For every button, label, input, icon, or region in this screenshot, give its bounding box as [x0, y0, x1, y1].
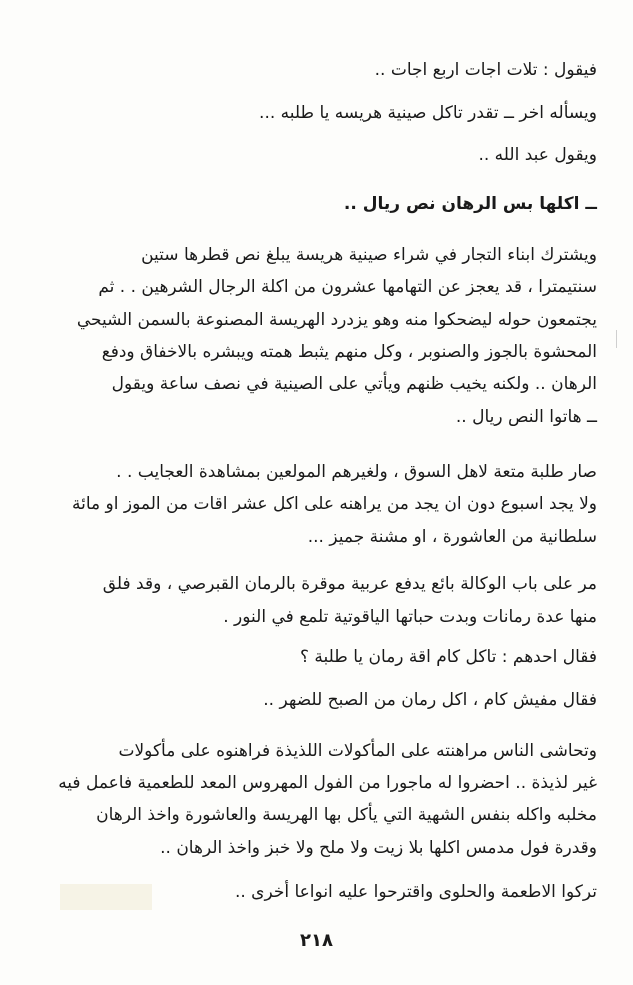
text-line: يجتمعون حوله ليضحكوا منه وهو يزدرد الهريسة المصنوعة بالسمن الشيحي	[76, 310, 597, 330]
text-line: وتحاشى الناس مراهنته على المأكولات اللذيذة فراهنوه على مأكولات	[118, 741, 597, 761]
text-line: فقال مفيش كام ، اكل رمان من الصبح للضهر ..	[263, 690, 597, 710]
text-line: ويشترك ابناء التجار في شراء صينية هريسة يبلغ نص قطرها ستين	[141, 245, 597, 265]
text-line: ويقول عبد الله ..	[478, 145, 597, 165]
text-line: ولا يجد اسبوع دون ان يجد من يراهنه على اكل عشر اقات من الموز او مائة	[72, 494, 597, 514]
text-line: منها عدة رمانات وبدت حباتها الياقوتية تلمع في النور .	[223, 607, 597, 627]
text-line: ــ اكلها بس الرهان نص ريال ..	[343, 194, 597, 214]
text-line: ويسأله اخر ــ تقدر تاكل صينية هريسه يا طلبه ...	[259, 103, 597, 123]
text-line: فقال احدهم : تاكل كام اقة رمان يا طلبة ؟	[299, 647, 597, 667]
page-number: ٢١٨	[300, 930, 333, 951]
text-line: الرهان .. ولكنه يخيب ظنهم ويأتي على الصينية في نصف ساعة ويقول	[111, 374, 597, 394]
text-line: مخلبه واكله بنفس الشهية التي يأكل بها الهريسة والعاشورة واخذ الرهان	[96, 805, 597, 825]
text-line: سنتيمترا ، قد يعجز عن التهامها عشرون من اكلة الرجال الشرهين . . ثم	[98, 277, 597, 297]
text-line: سلطانية من العاشورة ، او مشنة جميز ...	[307, 527, 597, 547]
text-line: ــ هاتوا النص ريال ..	[455, 407, 597, 427]
text-line: المحشوة بالجوز والصنوبر ، وكل منهم يثبط همته ويبشره بالاخفاق ودفع	[101, 342, 597, 362]
text-line: وقدرة فول مدمس اكلها بلا زيت ولا ملح ولا خبز واخذ الرهان ..	[160, 838, 597, 858]
text-line: مر على باب الوكالة بائع يدفع عربية موقرة بالرمان القبرصي ، وقد فلق	[102, 574, 597, 594]
paper-smudge	[60, 884, 152, 910]
text-line: تركوا الاطعمة والحلوى واقترحوا عليه انواعا أخرى ..	[234, 882, 597, 902]
text-line: غير لذيذة .. احضروا له ماجورا من الفول المهروس المعد للطعمية فاعمل فيه	[58, 773, 597, 793]
text-line: فيقول : تلات اجات اربع اجات ..	[374, 60, 597, 80]
text-line: صار طلبة متعة لاهل السوق ، ولغيرهم المولعين بمشاهدة العجايب . .	[116, 462, 597, 482]
scan-edge-mark	[616, 330, 617, 348]
